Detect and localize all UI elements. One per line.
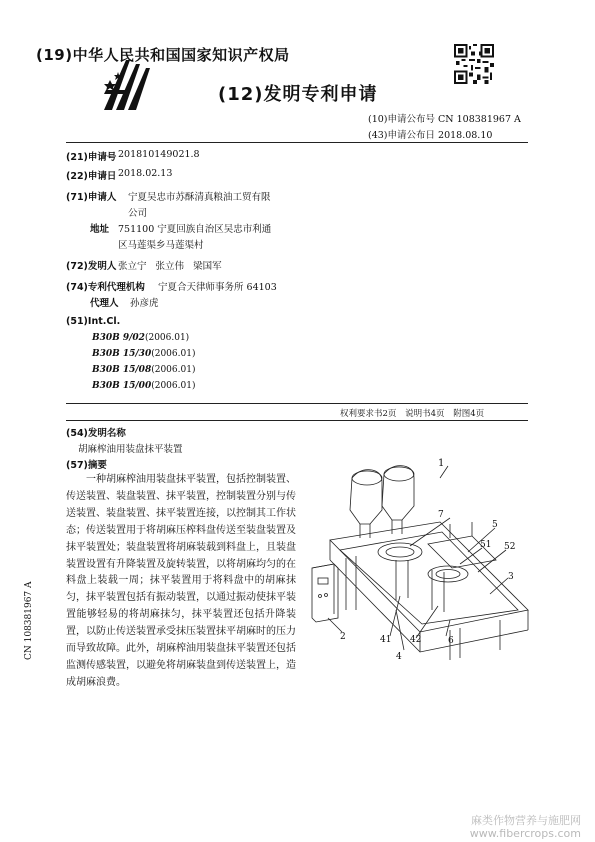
abstract-text: 一种胡麻榨油用装盘抹平装置，包括控制装置、传送装置、装盘装置、抹平装置，控制装置分别与传送装置、装盘装置、抹平装置连接，以控制其工作状态；传送装置用于将胡麻压榨料盘传送至装盘装置及抹平装置处；装盘装置将胡麻装载到料盘上，且装盘装置设置有升降装置及旋转装置，以将胡麻均匀的在料盘上装载一周；抹平装置用于将料盘中的胡麻抹匀，抹平装置包括有振动装置，以通过振动使抹平装置能够轻易的将胡麻抹匀，抹平装置还包括升降装置，以防止传送装置承受抹压装置抹平胡麻时的压力而导致故障。此外，胡麻榨油用装盘抹平装置还包括监测传感装置，以避免将胡麻装盘到传送装置上，造成胡麻浪费。 xyxy=(66,474,296,688)
address-label: 地址 xyxy=(90,224,110,235)
ipc-entry: B30B 15/00(2006.01) xyxy=(92,381,196,391)
ipc-entry: B30B 15/08(2006.01) xyxy=(92,365,196,375)
application-date: 2018.02.13 xyxy=(118,168,173,179)
agency-label: (74)专利代理机构 xyxy=(66,282,145,293)
publication-number: (10)申请公布号 CN 108381967 A xyxy=(368,114,521,125)
figure-ref-3: 3 xyxy=(508,572,514,582)
figure-ref-52: 52 xyxy=(504,542,516,552)
abstract-label: (57)摘要 xyxy=(66,460,107,471)
qr-code-icon xyxy=(454,44,494,84)
ipc-entry: B30B 9/02(2006.01) xyxy=(92,333,190,343)
address-line1: 751100 宁夏回族自治区吴忠市利通 xyxy=(118,224,272,235)
figure-ref-2: 2 xyxy=(340,632,346,642)
inventor-label: (72)发明人 xyxy=(66,261,117,272)
figure-ref-4: 4 xyxy=(396,652,402,662)
page-count-summary: 权利要求书2页 说明书4页 附图4页 xyxy=(340,409,485,419)
authority-header: (19)中华人民共和国国家知识产权局 xyxy=(36,46,290,64)
watermark-line1: 麻类作物营养与施肥网 xyxy=(471,814,581,827)
figure-ref-5: 5 xyxy=(492,520,498,530)
applicant-line1: 宁夏吴忠市苏酥清真粮油工贸有限 xyxy=(128,192,271,203)
publication-date: (43)申请公布日 2018.08.10 xyxy=(368,130,493,141)
divider xyxy=(66,420,528,421)
figure-ref-1: 1 xyxy=(438,458,445,469)
document-type-title: (12)发明专利申请 xyxy=(218,84,378,105)
agent: 孙彦虎 xyxy=(130,298,159,309)
watermark-line2: www.fibercrops.com xyxy=(469,827,581,840)
applicant-line2: 公司 xyxy=(128,208,148,219)
figure-ref-41: 41 xyxy=(380,635,392,645)
agency: 宁夏合天律师事务所 64103 xyxy=(158,282,277,293)
figure-ref-42: 42 xyxy=(410,635,422,645)
figure-ref-7: 7 xyxy=(438,510,444,520)
agent-label: 代理人 xyxy=(90,298,119,309)
figure-ref-6: 6 xyxy=(448,636,454,646)
application-date-label: (22)申请日 xyxy=(66,171,117,182)
application-number-label: (21)申请号 xyxy=(66,152,117,163)
address-line2: 区马莲渠乡马莲渠村 xyxy=(118,240,204,251)
title-label: (54)发明名称 xyxy=(66,428,126,439)
int-cl-label: (51)Int.Cl. xyxy=(66,316,121,327)
applicant-label: (71)申请人 xyxy=(66,192,117,203)
figure-ref-51: 51 xyxy=(480,540,492,550)
ipc-entry: B30B 15/30(2006.01) xyxy=(92,349,196,359)
application-number: 201810149021.8 xyxy=(118,149,200,160)
inventors: 张立宁 张立伟 梁国军 xyxy=(118,261,222,272)
divider xyxy=(66,403,528,404)
invention-title: 胡麻榨油用装盘抹平装置 xyxy=(78,444,183,455)
side-publication-code: CN 108381967 A xyxy=(24,581,34,660)
watermark xyxy=(470,814,581,840)
divider xyxy=(66,142,528,143)
